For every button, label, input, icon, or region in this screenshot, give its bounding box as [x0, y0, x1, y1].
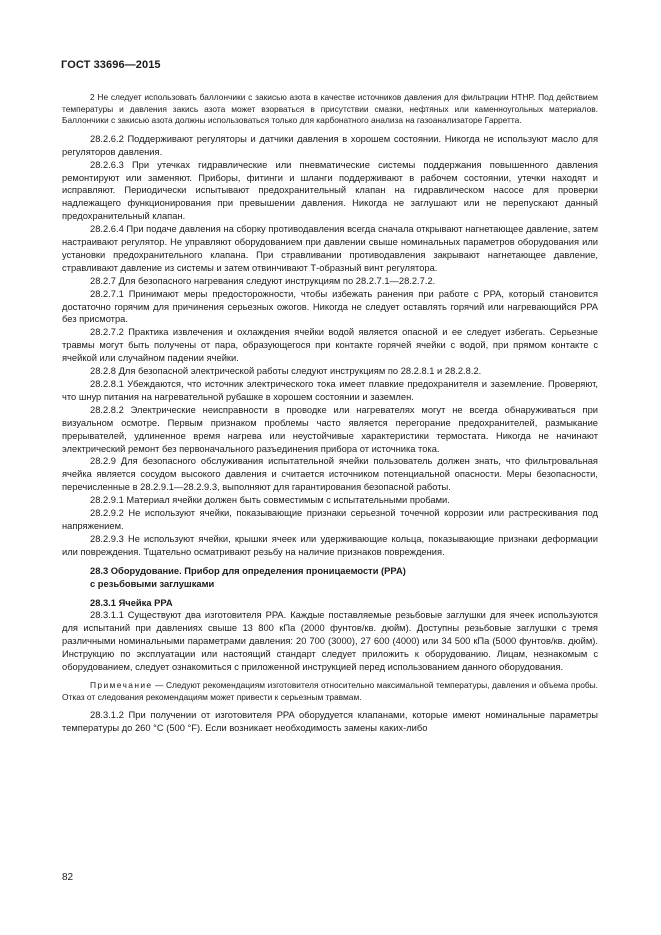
page-content [62, 92, 598, 735]
note-text: Следуют рекомендациям изготовителя относительно максимальной температуры, давления и объема пробы. Отказ от следования рекомендациям может привести к серьезным травмам. [62, 679, 599, 702]
paragraph-28-3-1-2: 28.3.1.2 При получении от изготовителя PPA оборудуется клапанами, которые имеют номинальные параметры температуры до 260 °C (500 °F). Если возникает необходимость замены каких-либо [62, 710, 598, 734]
document-header: ГОСТ 33696—2015 [61, 59, 161, 71]
page-number: 82 [62, 872, 74, 883]
paragraph-28-2-6-2: 28.2.6.2 Поддерживают регуляторы и датчики давления в хорошем состоянии. Никогда не используют масло для регуляторов давления. [62, 133, 598, 157]
paragraph-28-2-9: 28.2.9 Для безопасного обслуживания испытательной ячейки пользователь должен знать, что фильтровальная ячейка является сосудом высокого давления и считается источником потенциальной опасности. Меры безопасности, перечисленные в 28.2.9.1—28.2.9.3, выполняют для гарантирования безопасной работы. [62, 456, 598, 493]
paragraph-28-2-7-1: 28.2.7.1 Принимают меры предосторожности, чтобы избежать ранения при работе с PPA, который становится достаточно горячим для причинения серьезных ожогов. Никогда не следует оставлять горячий или нагревающийся PPA без присмотра. [62, 288, 598, 325]
paragraph-28-2-9-3: 28.2.9.3 Не используют ячейки, крышки ячеек или удерживающие кольца, показывающие признаки деформации или повреждения. Тщательно осматривают резьбу на наличие признаков повреждения. [62, 533, 598, 557]
paragraph-28-2-7-2: 28.2.7.2 Практика извлечения и охлаждения ячейки водой является опасной и ее следует избегать. Серьезные травмы могут быть получены от пара, образующегося при контакте горячей ячейки с водой, при прямом контакте с ячейкой или случайном падении ячейки. [62, 327, 598, 364]
section-heading-line-2: с резьбовыми заглушками [90, 578, 215, 589]
paragraph-28-2-6-4: 28.2.6.4 При подаче давления на сборку противодавления всегда сначала открывают нагнетающее давление, затем настраивают регулятор. Не управляют оборудованием при давлении свыше номинальных параметров оборудования или установки предохранительного клапана. При стравливании противодавления закрывают нагнетающее давление, стравливают давление из системы и затем отвинчивают Т-образный винт регулятора. [62, 224, 598, 273]
paragraph-28-2-8: 28.2.8 Для безопасной электрической работы следуют инструкциям по 28.2.8.1 и 28.2.8.2. [90, 366, 482, 377]
paragraph-28-2-9-2: 28.2.9.2 Не используют ячейки, показывающие признаки серьезной точечной коррозии или растрескивания под напряжением. [62, 508, 598, 531]
paragraph-28-2-8-2: 28.2.8.2 Электрические неисправности в проводке или нагревателях могут не всегда обнаруживаться при визуальном осмотре. Первым признаком проблемы часто является перегорание предохранителей, размыкание прерывателей, удлиненное время нагрева или неустойчивые характеристики термостата. Никогда не начинают электрический ремонт без первоначального разъединения прибора от источника тока. [62, 404, 598, 454]
paragraph-28-2-7: 28.2.7 Для безопасного нагревания следуют инструкциям по 28.2.7.1—28.2.7.2. [90, 275, 436, 286]
note-label: Примечание [90, 679, 153, 690]
paragraph-28-2-6-3: 28.2.6.3 При утечках гидравлические или пневматические системы поддержания повышенного давления ремонтируют или заменяют. Приборы, фитинги и шланги поддерживают в рабочем состоянии, утечки находят и исправляют. Периодически испытывают предохранительный клапан на гидравлическом насосе для проверки надлежащего функционирования при превышении давления. Никогда не заглушают или не перепускают данный предохранительный клапан. [62, 159, 598, 222]
footnote: 2 Не следует использовать баллончики с закисью азота в качестве источников давления для фильтрации HTHP. Под действием температуры и давления закись азота может взорваться в присутствии смазки, нефтяных или каменноугольных материалов. Баллончики с закисью азота должны использоваться только для карбонатного анализа на газоанализаторе Гарретта. [62, 92, 598, 126]
paragraph-28-2-8-1: 28.2.8.1 Убеждаются, что источник электрического тока имеет плавкие предохранителя и заземление. Проверяют, что шнур питания на нагревательной рубашке в хорошем состоянии и заземлен. [62, 379, 598, 402]
paragraph-28-2-9-1: 28.2.9.1 Материал ячейки должен быть совместимым с испытательными пробами. [90, 495, 450, 506]
subsection-heading: 28.3.1 Ячейка PPA [90, 597, 173, 608]
section-heading-line-1: 28.3 Оборудование. Прибор для определения проницаемости (PPA) [90, 565, 406, 576]
note-dash: — [152, 679, 166, 690]
paragraph-28-3-1-1: 28.3.1.1 Существуют два изготовителя PPA. Каждые поставляемые резьбовые заглушки для ячеек используются для испытаний при давлениях свыше 13 800 кПа (2000 фунтов/кв. дюйм). Доступны резьбовые заглушки с тремя различными номинальными параметрами давления: 20 700 (3000), 27 600 (4000) или 34 500 кПа (5000 фунтов/кв. дюйм). Инструкцию по эксплуатации или настоящий стандарт следует приложить к оборудованию. Лицам, незнакомым с оборудованием, следует ознакомиться с приложенной инструкцией перед использованием данного оборудования. [62, 610, 598, 673]
note [62, 680, 598, 703]
